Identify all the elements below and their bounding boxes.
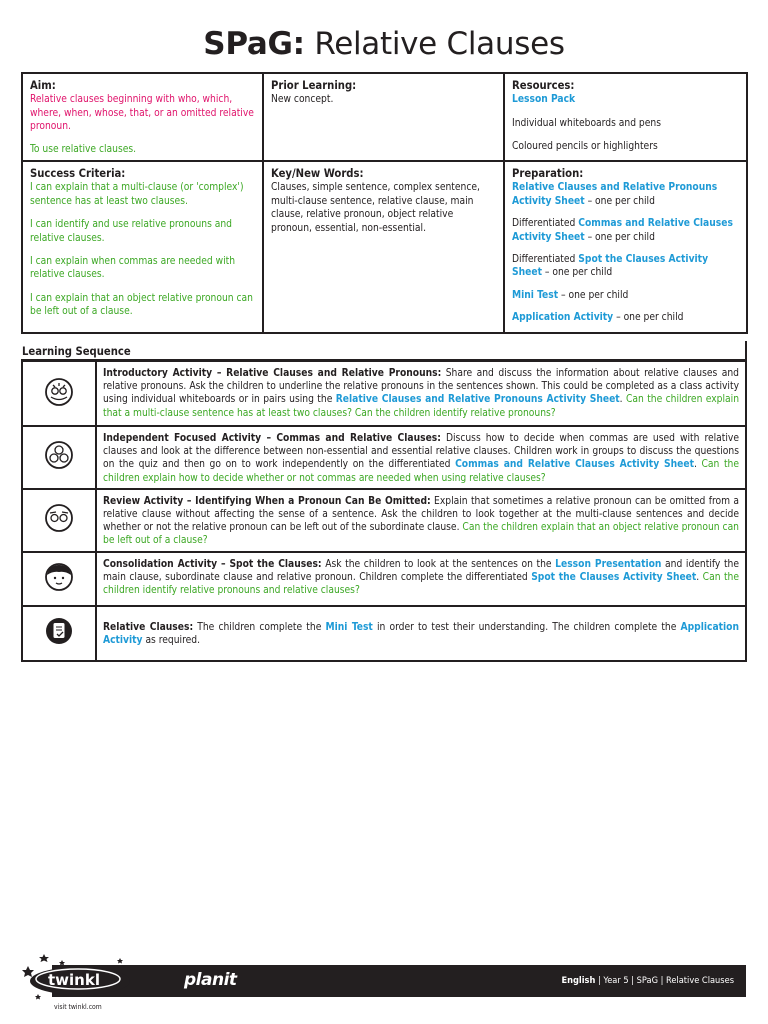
resource-item: Coloured pencils or highlighters (512, 141, 658, 153)
logo-text: twinkl (48, 971, 100, 989)
prior-learning-text: New concept. (271, 94, 334, 106)
sequence-step: Independent Focused Activity – Commas and Relative Clauses: Discuss how to decide when commas are used with relative clauses and look at the difference between non-essential and essential relative clauses. Children work in groups to discuss the questions on the quiz and then go on to work independently on the differentiated Commas and Relative Clauses Activity Sheet. Can the children explain how to decide whether or not commas are needed when using relative clauses? (96, 426, 746, 489)
prior-learning-heading: Prior Learning: (271, 79, 357, 92)
mini-test-link[interactable]: Mini Test (512, 289, 559, 301)
aim-text: Relative clauses beginning with who, which, where, when, whose, that, or an omitted relative pronoun. (30, 94, 254, 133)
activity-sheet-link[interactable]: Commas and Relative Clauses Activity Sheet (455, 459, 694, 471)
twinkl-logo[interactable] (22, 950, 130, 1010)
independent-work-icon (22, 552, 96, 606)
activity-sheet-link[interactable]: Relative Clauses and Relative Pronouns Activity Sheet (512, 182, 718, 207)
lesson-presentation-link[interactable]: Lesson Presentation (555, 558, 662, 570)
sequence-step: Introductory Activity – Relative Clauses and Relative Pronouns: Share and discuss the information about relative clauses and relative pronouns. Ask the children to underline the relative pronouns in the sentences shown. This could be completed as a class activity using individual whiteboards or in pairs using the Relative Clauses and Relative Pronouns Activity Sheet. Can the children explain that a multi-clause sentence has at least two clauses? Can the children identify relative pronouns? (96, 361, 746, 426)
step-title: Independent Focused Activity – Commas and Relative Clauses: (103, 433, 441, 444)
preparation-heading: Preparation: (512, 167, 584, 181)
success-criterion: I can explain when commas are needed with relative clauses. (30, 256, 236, 281)
activity-sheet-link[interactable]: Spot the Clauses Activity Sheet (512, 254, 709, 279)
activity-sheet-link[interactable]: Spot the Clauses Activity Sheet (531, 571, 697, 583)
assessment-question: Can the children explain that a multi-clause sentence has at least two clauses? Can the children identify relative pronouns? (103, 394, 739, 419)
group-work-icon (22, 426, 96, 489)
success-criteria-cell (22, 161, 263, 333)
step-title: Introductory Activity – Relative Clauses and Relative Pronouns: (103, 368, 442, 379)
preparation-item: Mini Test – one per child (512, 289, 629, 301)
step-title: Review Activity – Identifying When a Pronoun Can Be Omitted: (103, 495, 431, 507)
learning-sequence-label: Learning Sequence (22, 345, 131, 358)
success-criterion: I can explain that an object relative pronoun can be left out of a clause. (30, 292, 253, 318)
resource-item: Individual whiteboards and pens (512, 117, 661, 129)
preparation-item: Differentiated Commas and Relative Clauses Activity Sheet – one per child (512, 218, 733, 243)
planit-label: planit (184, 970, 237, 990)
footer-breadcrumb (561, 975, 734, 986)
footer-path: | Year 5 | SPaG | Relative Clauses (595, 975, 734, 986)
aim-objective: To use relative clauses. (30, 143, 137, 155)
key-words-cell (263, 161, 504, 333)
success-criterion: I can explain that a multi-clause (or 'complex') sentence has at least two clauses. (30, 182, 244, 207)
title-main: Relative Clauses (314, 26, 565, 62)
prior-learning-cell (263, 73, 504, 161)
application-activity-link[interactable]: Application Activity (103, 621, 739, 647)
assessment-question: Can the children identify relative pronouns and relative clauses? (103, 571, 740, 597)
preparation-item: Differentiated Spot the Clauses Activity Sheet – one per child (512, 254, 709, 279)
step-title: Relative Clauses: (103, 621, 194, 633)
success-criteria-heading: Success Criteria: (30, 167, 126, 181)
lesson-overview-table (21, 72, 748, 334)
aim-heading: Aim: (30, 79, 56, 92)
page-title (0, 26, 768, 62)
step-title: Consolidation Activity – Spot the Clauses: (103, 558, 322, 570)
preparation-item: Application Activity – one per child (512, 312, 684, 324)
activity-sheet-link[interactable]: Commas and Relative Clauses Activity Sheet (512, 218, 733, 243)
preparation-cell (504, 161, 747, 333)
resources-heading: Resources: (512, 79, 575, 92)
footer-subject: English (561, 975, 596, 986)
application-activity-link[interactable]: Application Activity (512, 312, 614, 324)
preparation-item: Relative Clauses and Relative Pronouns Activity Sheet – one per child (512, 182, 718, 207)
lesson-pack-link[interactable]: Lesson Pack (512, 94, 576, 106)
assessment-question: Can the children explain how to decide whether or not commas are needed when using relative clauses? (103, 459, 739, 484)
resources-cell (504, 73, 747, 161)
activity-sheet-link[interactable]: Relative Clauses and Relative Pronouns Activity Sheet (335, 394, 620, 406)
divider (745, 341, 747, 361)
aim-cell (22, 73, 263, 161)
title-prefix: SPaG: (203, 26, 305, 62)
assessment-question: Can the children explain that an object relative pronoun can be left out of a clause? (103, 522, 739, 547)
sequence-step: Consolidation Activity – Spot the Clauses: Ask the children to look at the sentences on the Lesson Presentation and identify the main clause, subordinate clause and relative pronoun. Children complete the differentiated Spot the Clauses Activity Sheet. Can the children identify relative pronouns and relative clauses? (96, 552, 746, 606)
pair-work-icon (22, 489, 96, 552)
whole-class-icon (22, 361, 96, 426)
mini-test-link[interactable]: Mini Test (325, 621, 373, 633)
footer-bar (52, 965, 746, 997)
sequence-step: Relative Clauses: The children complete the Mini Test in order to test their understanding. The children complete the Application Activity as required. (96, 606, 746, 661)
success-criterion: I can identify and use relative pronouns and relative clauses. (30, 219, 233, 244)
learning-sequence-table (21, 360, 747, 662)
key-words-text: Clauses, simple sentence, complex sentence, multi-clause sentence, relative clause, main clause, relative pronoun, object relative pronoun, essential, non-essential. (271, 182, 480, 234)
key-words-heading: Key/New Words: (271, 167, 364, 181)
assessment-icon (22, 606, 96, 661)
sequence-step: Review Activity – Identifying When a Pronoun Can Be Omitted: Explain that sometimes a relative pronoun can be omitted from a relative clause without affecting the sense of a sentence. Ask the children to look together at the multi-clause sentences and decide whether or not the relative pronoun can be left out of the subordinate clause. Can the children explain that an object relative pronoun can be left out of a clause? (96, 489, 746, 552)
visit-website-text: visit twinkl.com (54, 1003, 102, 1011)
